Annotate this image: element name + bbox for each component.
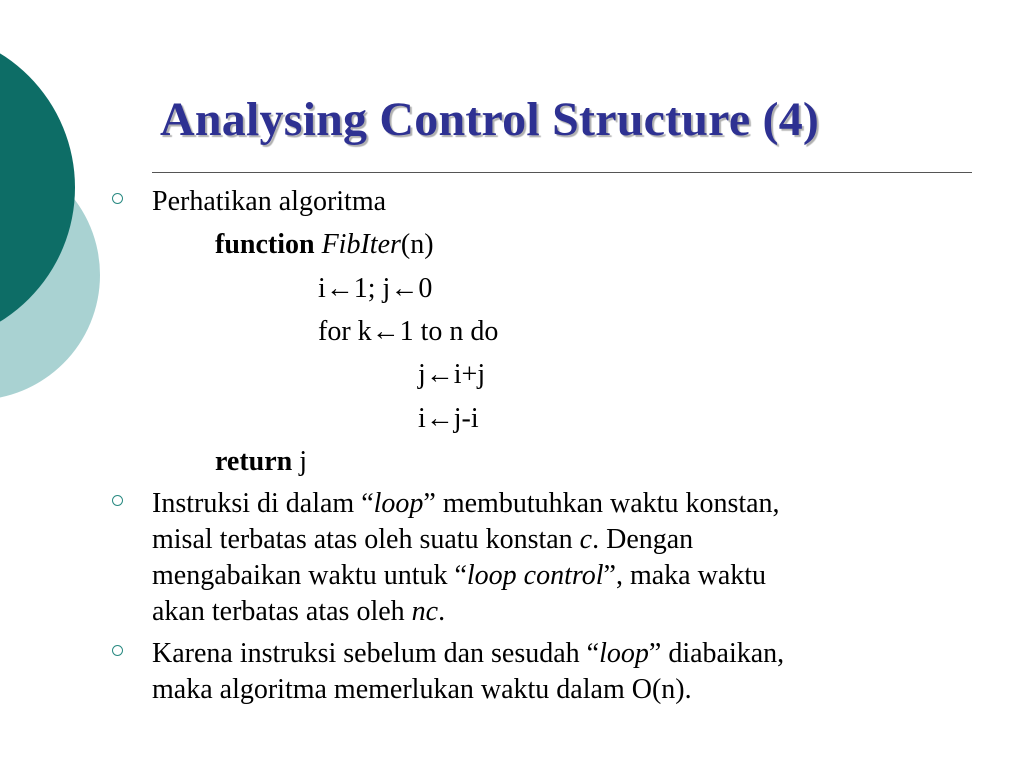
bullet-line: Karena instruksi sebelum dan sesudah “loop” diabaikan, xyxy=(152,638,785,669)
code-function-name: FibIter xyxy=(321,229,401,260)
code-function-params: (n) xyxy=(400,229,434,260)
code-function-line xyxy=(215,227,434,263)
bullet-circle-icon xyxy=(112,645,123,656)
bullet-item-2 xyxy=(112,486,972,630)
bullet-circle-icon xyxy=(112,193,123,204)
title-divider xyxy=(152,172,972,173)
emphasis-text: nc xyxy=(411,596,439,627)
code-body-line-2: i←j-i xyxy=(418,403,479,434)
bullet-circle-icon xyxy=(112,495,123,506)
bullet-line: misal terbatas atas oleh suatu konstan c. Dengan xyxy=(152,524,694,555)
code-keyword-function: function xyxy=(215,229,315,260)
bullet-text xyxy=(152,486,972,630)
bullet-line: Instruksi di dalam “loop” membutuhkan waktu konstan, xyxy=(152,488,780,519)
bullet-line: maka algoritma memerlukan waktu dalam O(n). xyxy=(152,674,692,705)
emphasis-text: loop xyxy=(599,638,649,669)
bullet-line: mengabaikan waktu untuk “loop control”, maka waktu xyxy=(152,560,767,591)
bullet-text: Perhatikan algoritma xyxy=(152,186,387,217)
emphasis-text: loop control xyxy=(466,560,604,591)
code-for-line: for k←1 to n do xyxy=(318,316,499,347)
bullet-item-3 xyxy=(112,636,972,708)
bullet-text xyxy=(152,636,972,708)
code-return-line xyxy=(215,444,307,480)
code-init-line: i←1; j←0 xyxy=(318,273,433,304)
emphasis-text: loop xyxy=(373,488,424,519)
bullet-line: akan terbatas atas oleh nc. xyxy=(152,596,446,627)
code-return-value: j xyxy=(292,446,308,477)
emphasis-text: c xyxy=(579,524,593,555)
slide-title: Analysing Control Structure (4) xyxy=(160,93,820,146)
bullet-item-1 xyxy=(112,184,972,220)
code-body-line-1: j←i+j xyxy=(418,359,486,390)
code-keyword-return: return xyxy=(215,446,293,477)
